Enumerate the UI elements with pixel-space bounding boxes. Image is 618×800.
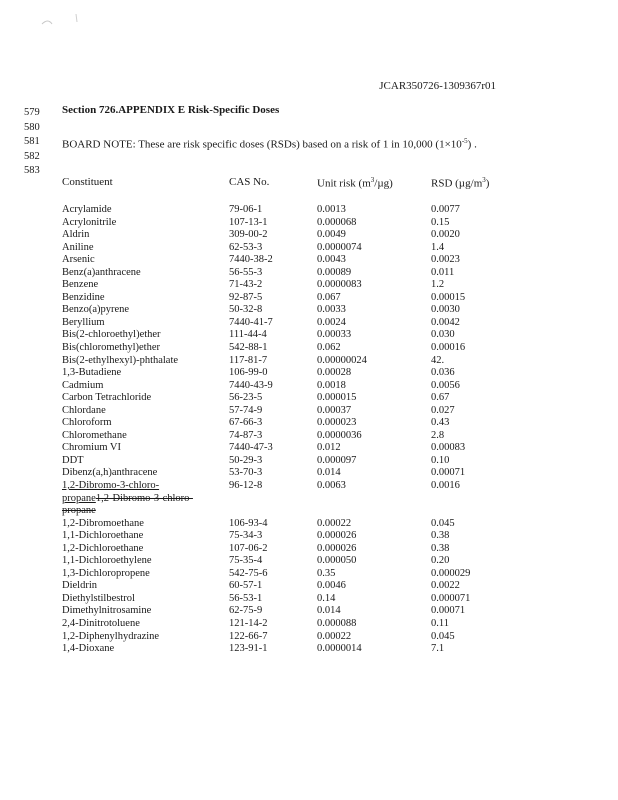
table-row <box>0 242 618 255</box>
rsd-cell: 0.0022 <box>431 580 460 592</box>
cas-cell: 92-87-5 <box>229 291 263 303</box>
cas-cell: 7440-41-7 <box>229 316 273 328</box>
line-number: 582 <box>24 150 40 162</box>
rsd-cell: 2.8 <box>431 429 445 441</box>
table-row <box>0 430 618 443</box>
constituent-cell: Benz(a)anthracene <box>62 266 141 278</box>
unit-risk-cell: 0.00000024 <box>317 354 367 366</box>
cas-cell: 56-55-3 <box>229 266 263 278</box>
constituent-cell: Bis(2-chloroethyl)ether <box>62 329 161 341</box>
constituent-cell: 1,3-Butadiene <box>62 367 122 379</box>
cas-cell: 50-29-3 <box>229 454 263 466</box>
header-unit-risk: Unit risk $(m^3/\mu g)$ <box>317 176 393 190</box>
unit-risk-cell: 0.000050 <box>317 555 357 567</box>
constituent-cell: Dibenz(a,h)anthracene <box>62 467 158 479</box>
deleted-constituent-text: propane <box>62 505 96 517</box>
cas-cell: 7440-47-3 <box>229 442 273 454</box>
constituent-cell: 1,1-Dichloroethane <box>62 530 144 542</box>
table-row <box>0 568 618 581</box>
rsd-cell: 0.00071 <box>431 467 466 479</box>
rsd-cell: 0.0023 <box>431 254 460 266</box>
cas-cell: 96-12-8 <box>229 480 263 492</box>
unit-risk-cell: 0.000088 <box>317 618 357 629</box>
constituent-cell: Chloromethane <box>62 429 127 441</box>
table-row <box>0 292 618 305</box>
unit-risk-cell: 0.00022 <box>317 517 352 529</box>
margin-mark <box>40 10 90 30</box>
rsd-cell: 0.045 <box>431 630 455 642</box>
amended-table-row <box>0 480 618 518</box>
constituent-cell: Chromium VI <box>62 442 122 454</box>
cas-cell: 542-75-6 <box>229 567 268 579</box>
rsd-cell: 0.027 <box>431 404 455 416</box>
table-row <box>0 405 618 418</box>
unit-risk-cell: 0.14 <box>317 592 336 604</box>
rsd-cell: 0.0042 <box>431 316 460 328</box>
unit-risk-cell: 0.014 <box>317 605 341 617</box>
constituent-cell: Benzene <box>62 279 99 291</box>
constituent-cell: Acrylamide <box>62 204 112 215</box>
unit-risk-cell: 0.000068 <box>317 216 357 228</box>
table-row <box>0 342 618 355</box>
cas-cell: 62-53-3 <box>229 241 263 253</box>
constituent-cell: 1,2-Diphenylhydrazine <box>62 630 160 642</box>
unit-risk-cell: 0.000023 <box>317 417 357 429</box>
table-row <box>0 392 618 405</box>
constituent-cell: Cadmium <box>62 379 104 391</box>
cas-cell: 107-13-1 <box>229 216 268 228</box>
table-row <box>0 467 618 480</box>
cas-cell: 53-70-3 <box>229 467 263 479</box>
line-number: 580 <box>24 121 40 133</box>
unit-risk-cell: 0.00033 <box>317 329 352 341</box>
unit-risk-cell: 0.0046 <box>317 580 346 592</box>
line-numbers <box>24 106 40 179</box>
unit-risk-cell: 0.0063 <box>317 480 346 492</box>
table-row <box>0 543 618 556</box>
table-row <box>0 643 618 656</box>
constituent-cell: 2,4-Dinitrotoluene <box>62 618 140 629</box>
rsd-cell: 0.000029 <box>431 567 471 579</box>
unit-risk-cell: 0.35 <box>317 567 336 579</box>
unit-risk-cell: 0.0000083 <box>317 279 362 291</box>
cas-cell: 50-32-8 <box>229 304 263 316</box>
rsd-cell: 0.045 <box>431 517 455 529</box>
table-row <box>0 530 618 543</box>
rsd-cell: 0.00016 <box>431 342 466 354</box>
cas-cell: 122-66-7 <box>229 630 268 642</box>
unit-risk-cell: 0.062 <box>317 342 341 354</box>
line-number: 581 <box>24 136 40 147</box>
unit-risk-cell: 0.0000014 <box>317 643 362 655</box>
table-row <box>0 518 618 531</box>
constituent-cell: 1,3-Dichloropropene <box>62 567 150 579</box>
rsd-cell: 0.43 <box>431 417 450 429</box>
unit-risk-cell: 0.0024 <box>317 316 346 328</box>
constituent-cell: Benzidine <box>62 291 105 303</box>
rsd-cell: 0.00015 <box>431 291 466 303</box>
cas-cell: 111-44-4 <box>229 329 267 341</box>
rsd-cell: 0.11 <box>431 618 449 629</box>
line-number: 579 <box>24 107 40 118</box>
risk-dose-table <box>0 204 618 656</box>
table-row <box>0 204 618 217</box>
rsd-cell: 0.20 <box>431 555 450 567</box>
board-note-end: ) . <box>467 138 477 151</box>
cas-cell: 56-23-5 <box>229 392 263 404</box>
cas-cell: 74-87-3 <box>229 429 263 441</box>
board-note-exponent: -5 <box>461 137 468 145</box>
rsd-cell: 0.00071 <box>431 605 466 617</box>
table-row <box>0 229 618 242</box>
unit-risk-cell: 0.000015 <box>317 392 357 404</box>
rsd-cell: 0.0020 <box>431 229 460 241</box>
table-row <box>0 555 618 568</box>
unit-risk-cell: 0.0043 <box>317 254 346 266</box>
unit-risk-cell: 0.0000036 <box>317 429 362 441</box>
constituent-cell: Beryllium <box>62 316 105 328</box>
table-row <box>0 417 618 430</box>
cas-cell: 121-14-2 <box>229 618 268 629</box>
table-row <box>0 329 618 342</box>
rsd-cell: 0.38 <box>431 542 450 554</box>
rsd-cell: 0.0030 <box>431 304 460 316</box>
constituent-cell: DDT <box>62 454 84 466</box>
unit-risk-cell: 0.00028 <box>317 367 352 379</box>
unit-risk-cell: 0.0049 <box>317 229 346 241</box>
cas-cell: 309-00-2 <box>229 229 268 241</box>
amended-constituent-line <box>62 493 193 504</box>
board-note-text: BOARD NOTE: These are risk specific doses (RSDs) based on a risk of 1 in 10,000 (1×10 <box>62 138 462 151</box>
inserted-constituent-text: propane <box>62 492 96 504</box>
unit-risk-cell: 0.0013 <box>317 204 346 215</box>
cas-cell: 7440-38-2 <box>229 254 273 266</box>
rsd-cell: 0.036 <box>431 367 455 379</box>
unit-risk-cell: 0.00089 <box>317 266 352 278</box>
board-note <box>62 134 532 153</box>
header-constituent: Constituent <box>62 176 113 188</box>
document-id: JCAR350726-1309367r01 <box>379 80 496 92</box>
table-row <box>0 367 618 380</box>
header-cas: CAS No. <box>229 176 270 188</box>
rsd-cell: 0.38 <box>431 530 450 542</box>
constituent-cell: 1,4-Dioxane <box>62 643 115 655</box>
rsd-cell: 0.67 <box>431 392 450 404</box>
cas-cell: 117-81-7 <box>229 354 268 366</box>
constituent-cell: 1,2-Dichloroethane <box>62 542 144 554</box>
cas-cell: 7440-43-9 <box>229 379 273 391</box>
constituent-cell: Bis(2-ethylhexyl)-phthalate <box>62 354 179 366</box>
unit-risk-cell: 0.014 <box>317 467 341 479</box>
unit-risk-cell: 0.0000074 <box>317 241 362 253</box>
table-row <box>0 580 618 593</box>
table-row <box>0 380 618 393</box>
line-number: 583 <box>24 165 40 176</box>
unit-risk-cell: 0.0018 <box>317 379 346 391</box>
table-row <box>0 254 618 267</box>
rsd-cell: 0.0056 <box>431 379 460 391</box>
rsd-cell: 1.4 <box>431 241 445 253</box>
constituent-cell: Benzo(a)pyrene <box>62 304 130 316</box>
rsd-cell: 0.000071 <box>431 592 471 604</box>
rsd-cell: 0.0077 <box>431 204 460 215</box>
cas-cell: 75-35-4 <box>229 555 263 567</box>
rsd-cell: 0.011 <box>431 266 455 278</box>
table-row <box>0 442 618 455</box>
constituent-cell: Acrylonitrile <box>62 216 117 228</box>
table-row <box>0 355 618 368</box>
rsd-cell: 7.1 <box>431 643 445 655</box>
table-row <box>0 279 618 292</box>
cas-cell: 60-57-1 <box>229 580 263 592</box>
rsd-cell: 0.10 <box>431 454 450 466</box>
table-row <box>0 267 618 280</box>
rsd-cell: 0.0016 <box>431 480 460 492</box>
cas-cell: 75-34-3 <box>229 530 263 542</box>
cas-cell: 67-66-3 <box>229 417 263 429</box>
unit-risk-cell: 0.000026 <box>317 542 357 554</box>
constituent-cell: 1,1-Dichloroethylene <box>62 555 152 567</box>
constituent-cell: Dimethylnitrosamine <box>62 605 152 617</box>
table-row <box>0 618 618 631</box>
constituent-cell: Aldrin <box>62 229 90 241</box>
cas-cell: 106-93-4 <box>229 517 268 529</box>
table-row <box>0 317 618 330</box>
unit-risk-cell: 0.000026 <box>317 530 357 542</box>
cas-cell: 62-75-9 <box>229 605 263 617</box>
rsd-cell: 1.2 <box>431 279 445 291</box>
table-row <box>0 593 618 606</box>
rsd-cell: 0.15 <box>431 216 450 228</box>
table-row <box>0 304 618 317</box>
deleted-constituent-text: 1,2-Dibromo-3-chloro- <box>95 492 193 504</box>
cas-cell: 79-06-1 <box>229 204 263 215</box>
table-row <box>0 605 618 618</box>
constituent-cell: 1,2-Dibromoethane <box>62 517 144 529</box>
constituent-cell: Bis(chloromethyl)ether <box>62 342 160 354</box>
cas-cell: 542-88-1 <box>229 342 268 354</box>
unit-risk-cell: 0.0033 <box>317 304 346 316</box>
cas-cell: 106-99-0 <box>229 367 268 379</box>
table-row <box>0 455 618 468</box>
cas-cell: 107-06-2 <box>229 542 268 554</box>
constituent-cell: Carbon Tetrachloride <box>62 392 152 404</box>
rsd-cell: 0.030 <box>431 329 455 341</box>
constituent-cell: Dieldrin <box>62 580 97 592</box>
constituent-cell: Arsenic <box>62 254 95 266</box>
inserted-constituent-text: 1,2-Dibromo-3-chloro- <box>62 480 160 492</box>
unit-risk-cell: 0.000097 <box>317 454 357 466</box>
cas-cell: 71-43-2 <box>229 279 263 291</box>
rsd-cell: 42. <box>431 354 445 366</box>
section-title: Section 726.APPENDIX E Risk-Specific Doses <box>62 104 280 116</box>
cas-cell: 57-74-9 <box>229 404 263 416</box>
cas-cell: 56-53-1 <box>229 592 263 604</box>
table-row <box>0 217 618 230</box>
cas-cell: 123-91-1 <box>229 643 268 655</box>
header-rsd: RSD $(\mu g/m^3)$ <box>431 176 490 190</box>
unit-risk-cell: 0.067 <box>317 291 341 303</box>
unit-risk-cell: 0.00037 <box>317 404 352 416</box>
constituent-cell: Chlordane <box>62 404 106 416</box>
unit-risk-cell: 0.00022 <box>317 630 352 642</box>
rsd-cell: 0.00083 <box>431 442 466 454</box>
table-row <box>0 631 618 644</box>
constituent-cell: Diethylstilbestrol <box>62 592 135 604</box>
constituent-cell: Chloroform <box>62 417 112 429</box>
unit-risk-cell: 0.012 <box>317 442 341 454</box>
constituent-cell: Aniline <box>62 241 94 253</box>
